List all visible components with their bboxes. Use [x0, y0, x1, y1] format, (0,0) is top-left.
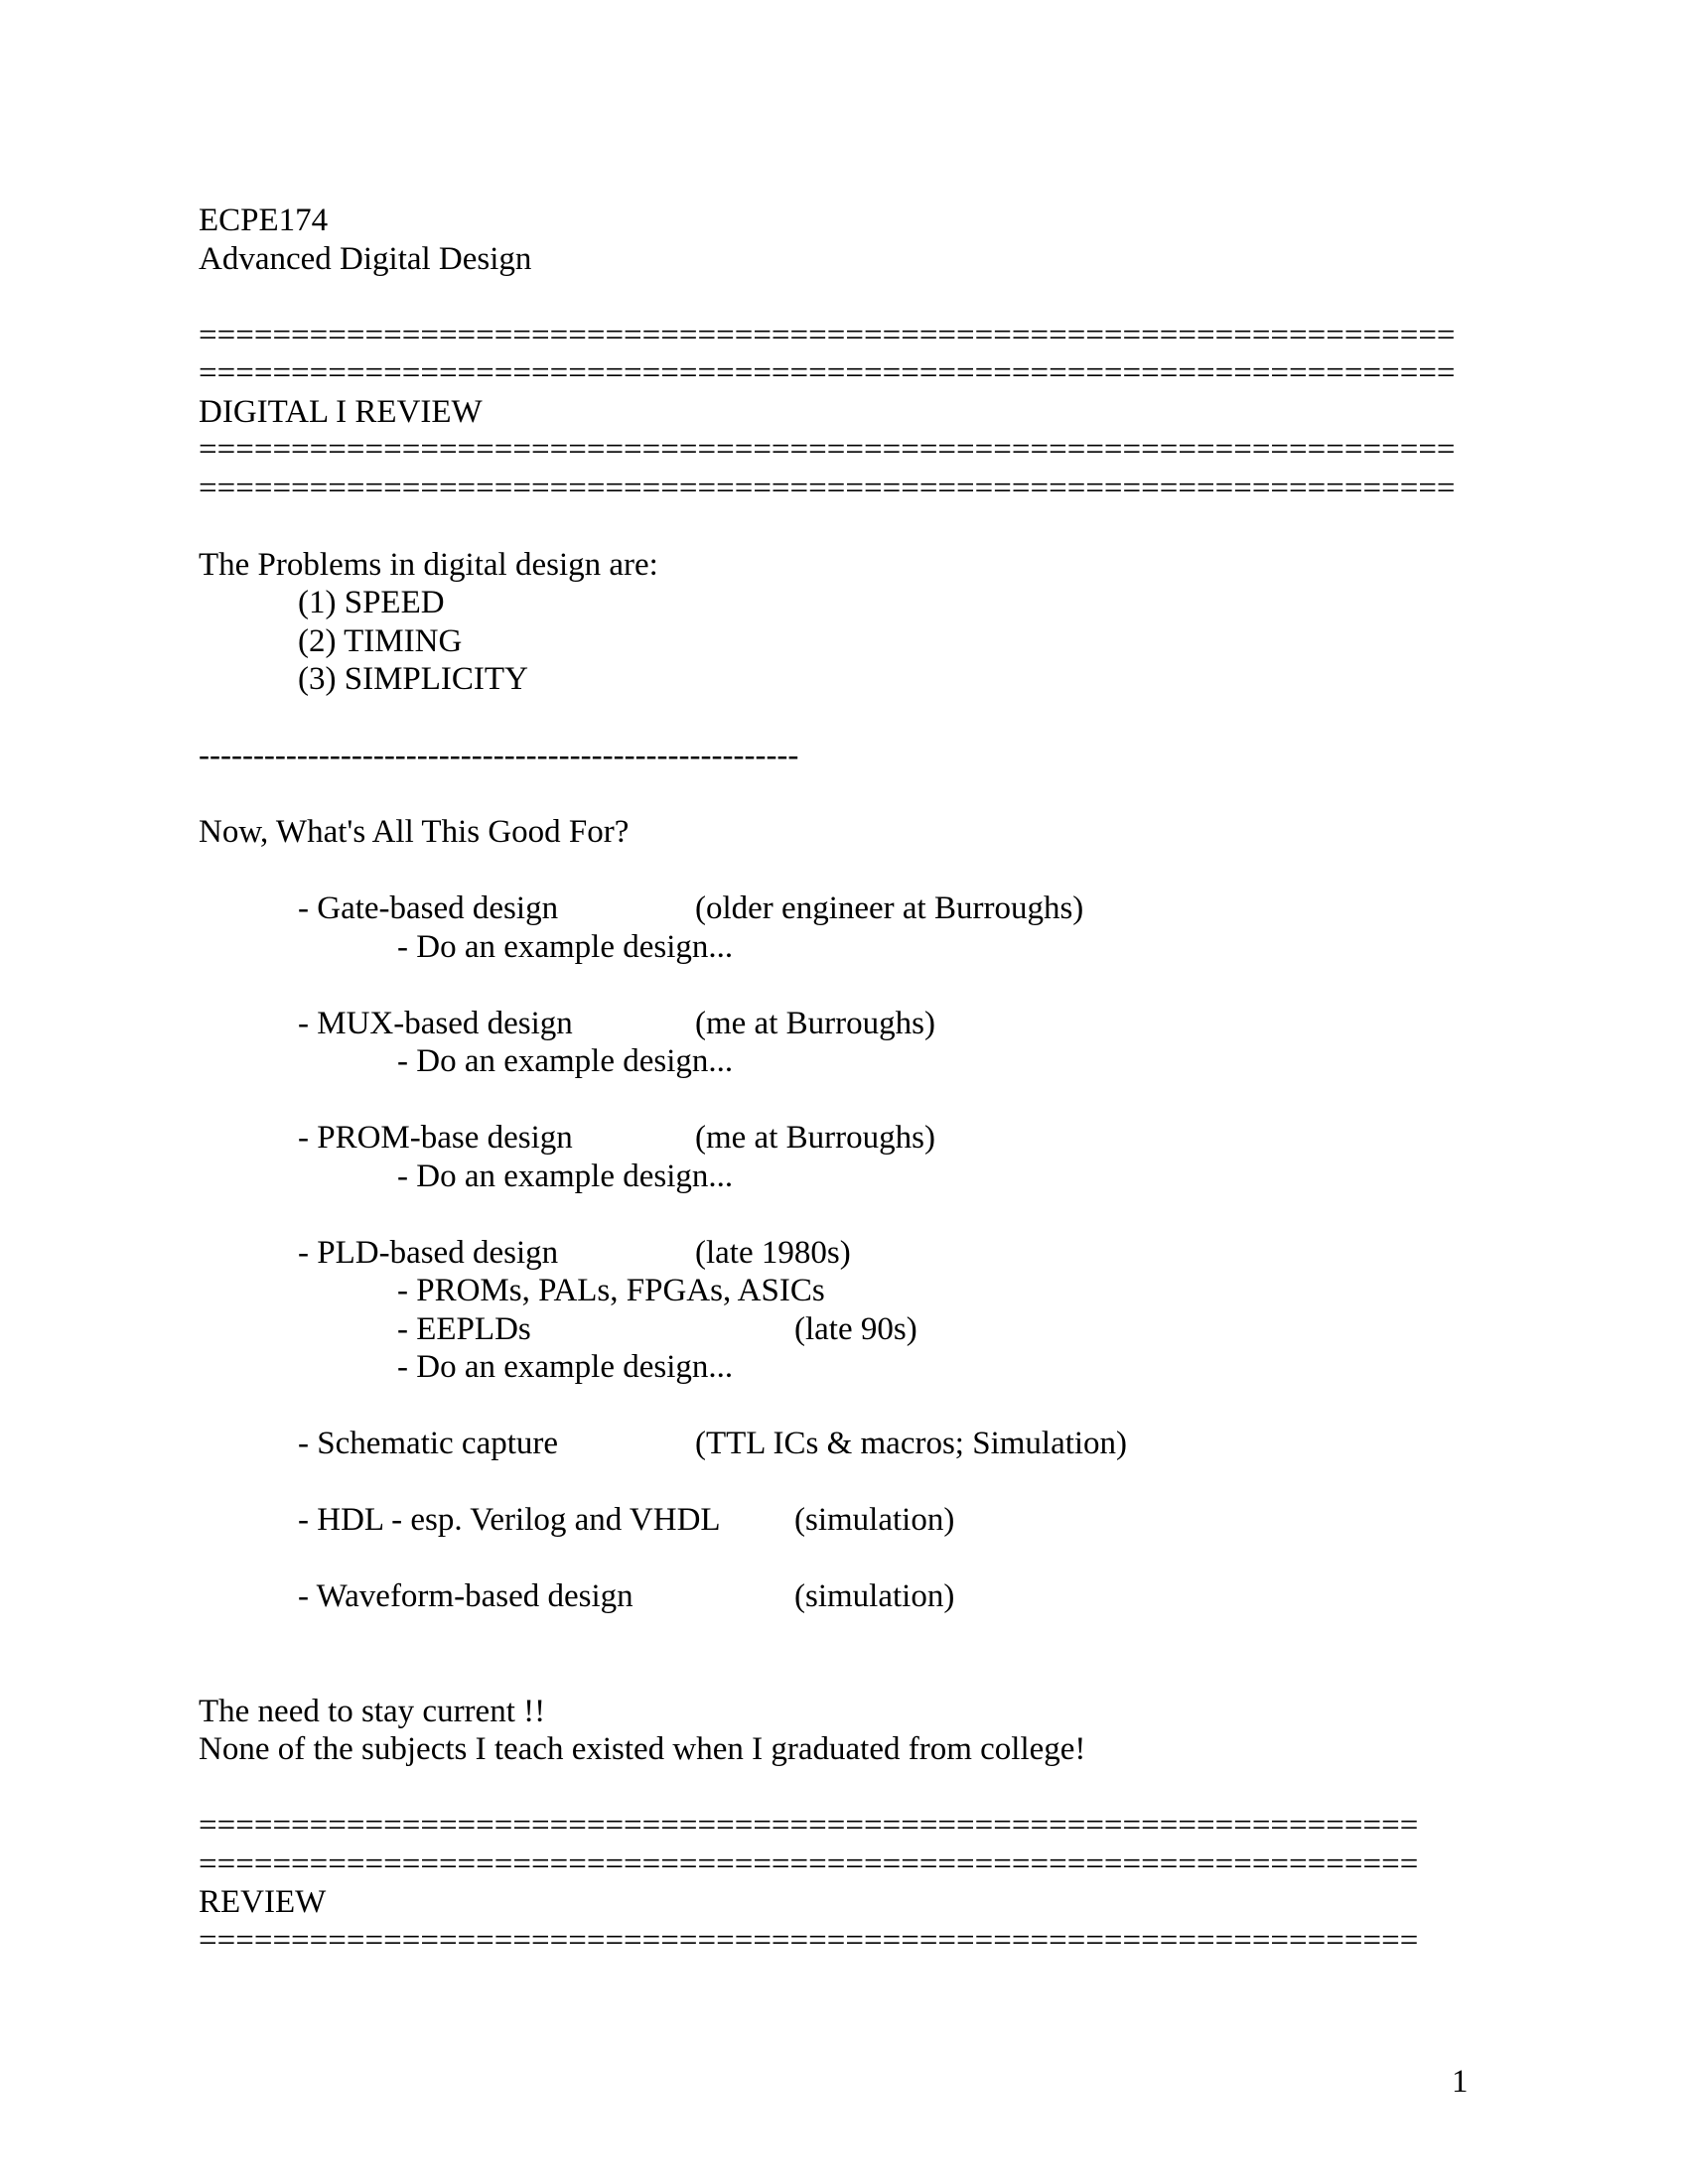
divider-equals-text: ================================================================== [199, 1845, 1419, 1882]
paragraph-subjects-text: None of the subjects I teach existed when I graduated from college! [199, 1731, 1086, 1767]
list-item-design-style-text: - Schematic capture [298, 1426, 559, 1461]
list-item-problem [199, 660, 1618, 699]
course-code-text: ECPE174 [199, 203, 329, 238]
list-item-sub [199, 1158, 1618, 1196]
paragraph-stay-current-text: The need to stay current !! [199, 1693, 546, 1729]
document-body [199, 202, 1618, 1960]
annotation-text: (simulation) [794, 1578, 955, 1614]
list-item-design-style [199, 1425, 1618, 1463]
list-item-design-style-text: - MUX-based design [298, 1005, 573, 1041]
paragraph-subjects [199, 1730, 1618, 1769]
list-item-design-style-text: - PROM-base design [298, 1120, 573, 1156]
paragraph-problems-intro-text: The Problems in digital design are: [199, 546, 658, 583]
list-item-design-style-text: - Waveform-based design [298, 1578, 633, 1614]
list-item-problem [199, 622, 1618, 661]
list-item-design-style [199, 1005, 1618, 1043]
blank-line [199, 1616, 1618, 1655]
paragraph-problems-intro [199, 546, 1618, 585]
list-item-design-style [199, 1234, 1618, 1273]
list-item-sub-text: - Do an example design... [397, 928, 734, 965]
section-heading-digital-review-text: DIGITAL I REVIEW [199, 393, 483, 430]
blank-line [199, 278, 1618, 317]
list-item-design-style [199, 1501, 1618, 1540]
blank-line [199, 507, 1618, 546]
divider-equals [199, 470, 1618, 508]
divider-equals-text: ================================================================== [199, 1922, 1419, 1959]
divider-equals [199, 317, 1618, 355]
blank-line [199, 1081, 1618, 1120]
paragraph-question [199, 813, 1618, 852]
list-item-sub-text: - EEPLDs [397, 1310, 531, 1347]
blank-line [199, 1195, 1618, 1234]
paragraph-question-text: Now, What's All This Good For? [199, 814, 630, 850]
annotation-text: (TTL ICs & macros; Simulation) [695, 1426, 1128, 1461]
course-title [199, 240, 1618, 279]
blank-line [199, 699, 1618, 738]
annotation-text: (simulation) [794, 1502, 955, 1538]
list-item-problem-text: (3) SIMPLICITY [298, 661, 528, 697]
blank-line [199, 775, 1618, 814]
divider-equals-text: ==================================================================== [199, 432, 1456, 468]
list-item-sub-text: - Do an example design... [397, 1349, 734, 1385]
divider-equals-text: ==================================================================== [199, 470, 1456, 506]
blank-line [199, 1463, 1618, 1502]
list-item-sub [199, 1272, 1618, 1310]
list-item-sub [199, 1310, 1618, 1349]
annotation-text: (older engineer at Burroughs) [695, 890, 1084, 926]
annotation-text: (me at Burroughs) [695, 1005, 935, 1041]
blank-line [199, 966, 1618, 1005]
list-item-design-style-text: - Gate-based design [298, 890, 559, 926]
list-item-design-style-text: - PLD-based design [298, 1234, 559, 1271]
divider-equals [199, 1807, 1618, 1845]
list-item-problem-text: (2) TIMING [298, 622, 463, 659]
annotation-text: (late 90s) [794, 1310, 917, 1347]
list-item-sub-text: - Do an example design... [397, 1043, 734, 1079]
divider-dashes-text: ------------------------------------------------------- [199, 738, 799, 773]
section-heading-digital-review [199, 393, 1618, 432]
list-item-design-style [199, 1119, 1618, 1158]
divider-equals [199, 354, 1618, 393]
blank-line [199, 1540, 1618, 1578]
list-item-problem [199, 584, 1618, 622]
paragraph-stay-current [199, 1693, 1618, 1731]
blank-line [199, 1654, 1618, 1693]
annotation-text: (me at Burroughs) [695, 1120, 935, 1156]
blank-line [199, 1769, 1618, 1808]
divider-equals-text: ==================================================================== [199, 355, 1456, 391]
divider-equals-text: ==================================================================== [199, 317, 1456, 353]
divider-dashes [199, 737, 1618, 775]
divider-equals [199, 431, 1618, 470]
list-item-design-style-text: - HDL - esp. Verilog and VHDL [298, 1502, 721, 1538]
list-item-sub-text: - Do an example design... [397, 1158, 734, 1194]
list-item-sub [199, 928, 1618, 967]
list-item-design-style [199, 1577, 1618, 1616]
course-title-text: Advanced Digital Design [199, 240, 532, 277]
divider-equals [199, 1845, 1618, 1884]
list-item-sub [199, 1042, 1618, 1081]
list-item-design-style [199, 889, 1618, 928]
divider-equals-text: ================================================================== [199, 1808, 1419, 1843]
blank-line [199, 852, 1618, 890]
course-code [199, 202, 1618, 240]
blank-line [199, 1387, 1618, 1426]
section-heading-review [199, 1883, 1618, 1922]
section-heading-review-text: REVIEW [199, 1884, 327, 1920]
page-number: 1 [1452, 2064, 1469, 2100]
list-item-problem-text: (1) SPEED [298, 585, 445, 620]
list-item-sub [199, 1348, 1618, 1387]
list-item-sub-text: - PROMs, PALs, FPGAs, ASICs [397, 1273, 825, 1308]
divider-equals [199, 1922, 1618, 1961]
annotation-text: (late 1980s) [695, 1234, 851, 1271]
